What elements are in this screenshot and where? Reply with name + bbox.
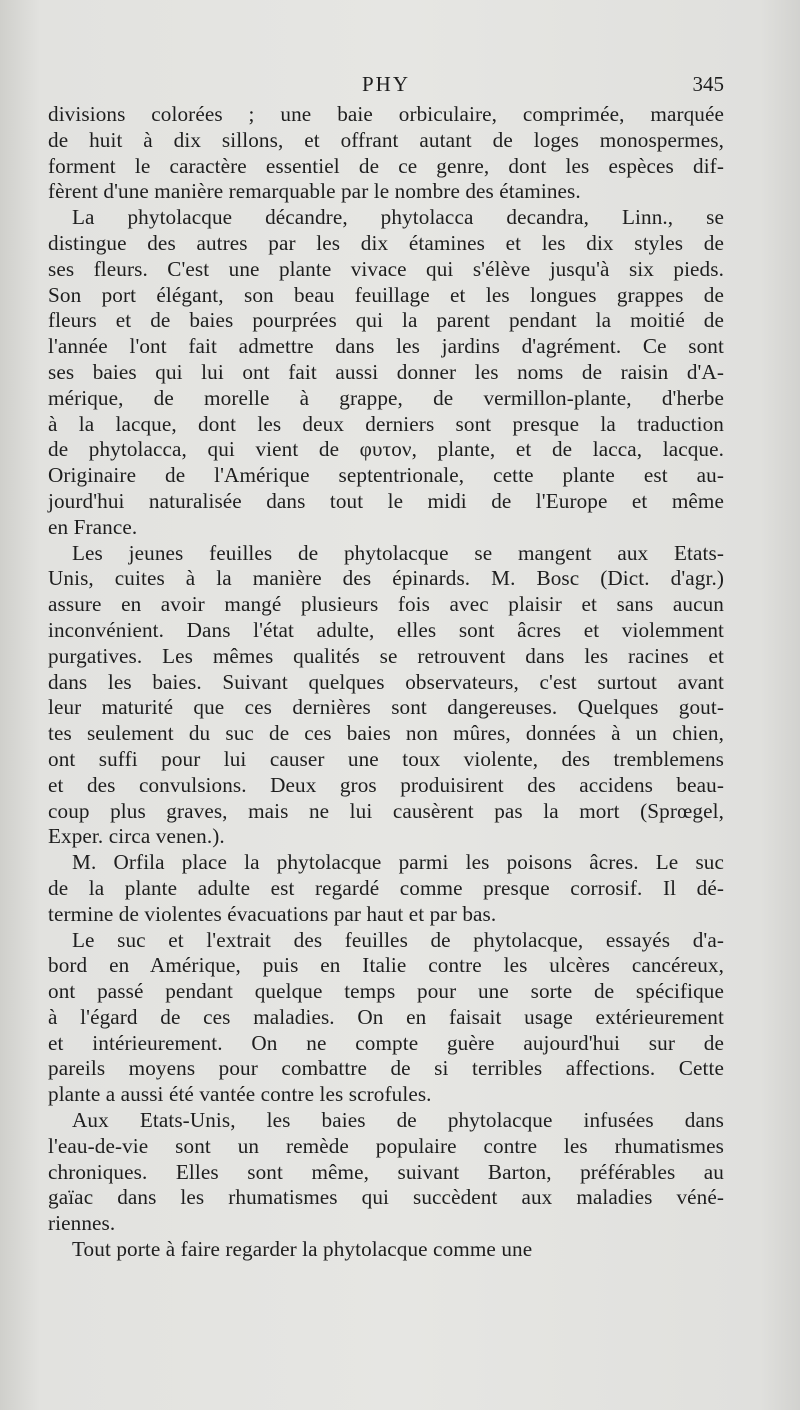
text-line: mérique, de morelle à grappe, de vermillon-plante, d'herbe [48,385,724,410]
page-number: 345 [692,72,724,96]
text-line: termine de violentes évacuations par haut et par bas. [48,901,497,926]
page-header [48,72,724,102]
text-line: Aux Etats-Unis, les baies de phytolacque infusées dans [72,1108,724,1133]
text-line: à l'égard de ces maladies. On en faisait usage extérieurement [48,1004,724,1029]
text-line: M. Orfila place la phytolacque parmi les poisons âcres. Le suc [72,850,724,875]
running-head: PHY [361,72,410,96]
paragraph [48,928,724,1109]
text-line: Les jeunes feuilles de phytolacque se mangent aux Etats- [72,540,724,565]
text-line: fèrent d'une manière remarquable par le nombre des étamines. [48,179,581,204]
paragraph [48,205,724,540]
paragraph [48,1237,724,1263]
text-line: de huit à dix sillons, et offrant autant de loges monospermes, [48,127,724,152]
paragraph [48,102,724,205]
text-line: La phytolacque décandre, phytolacca decandra, Linn., se [72,205,724,230]
text-line: leur maturité que ces dernières sont dangereuses. Quelques gout- [48,695,724,720]
text-line: Originaire de l'Amérique septentrionale, cette plante est au- [48,463,724,488]
text-line: tes seulement du suc de ces baies non mûres, données à un chien, [48,721,724,746]
text-line: bord en Amérique, puis en Italie contre les ulcères cancéreux, [48,953,724,978]
text-line: Son port élégant, son beau feuillage et les longues grappes de [48,282,724,307]
text-line: distingue des autres par les dix étamines et les dix styles de [48,230,724,255]
text-line: Exper. circa venen.). [48,824,225,849]
text-line: inconvénient. Dans l'état adulte, elles sont âcres et violemment [48,617,724,642]
text-line: l'année l'ont fait admettre dans les jardins d'agrément. Ce sont [48,334,724,359]
paragraph [48,541,724,851]
text-line: Tout porte à faire regarder la phytolacque comme une [72,1237,533,1262]
text-line: forment le caractère essentiel de ce genre, dont les espèces dif- [48,153,724,178]
text-line: et intérieurement. On ne compte guère aujourd'hui sur de [48,1030,724,1055]
text-line: ses baies qui lui ont fait aussi donner les noms de raisin d'A- [48,359,724,384]
text-line: Le suc et l'extrait des feuilles de phytolacque, essayés d'a- [72,927,724,952]
text-line: coup plus graves, mais ne lui causèrent pas la mort (Sprœgel, [48,798,724,823]
text-line: de la plante adulte est regardé comme presque corrosif. Il dé- [48,875,724,900]
text-line: ont suffi pour lui causer une toux violente, des tremblemens [48,746,724,771]
text-line: assure en avoir mangé plusieurs fois avec plaisir et sans aucun [48,592,724,617]
text-line: ont passé pendant quelque temps pour une sorte de spécifique [48,979,724,1004]
body-text [48,102,724,1263]
text-line: et des convulsions. Deux gros produisirent des accidens beau- [48,772,724,797]
text-line: à la lacque, dont les deux derniers sont presque la traduction [48,411,724,436]
text-line: dans les baies. Suivant quelques observateurs, c'est surtout avant [48,669,724,694]
paragraph [48,1108,724,1237]
text-line: ses fleurs. C'est une plante vivace qui s'élève jusqu'à six pieds. [48,256,724,281]
text-line: chroniques. Elles sont même, suivant Barton, préférables au [48,1159,724,1184]
text-line: l'eau-de-vie sont un remède populaire contre les rhumatismes [48,1133,724,1158]
text-line: en France. [48,514,138,539]
text-line: riennes. [48,1211,116,1236]
text-line: pareils moyens pour combattre de si terribles affections. Cette [48,1056,724,1081]
text-line: fleurs et de baies pourprées qui la parent pendant la moitié de [48,308,724,333]
text-line: jourd'hui naturalisée dans tout le midi de l'Europe et même [48,488,724,513]
paragraph [48,850,724,927]
text-line: purgatives. Les mêmes qualités se retrouvent dans les racines et [48,643,724,668]
text-line: de phytolacca, qui vient de φυτον, plante, et de lacca, lacque. [48,437,724,462]
text-line: plante a aussi été vantée contre les scrofules. [48,1082,432,1107]
text-line: Unis, cuites à la manière des épinards. M. Bosc (Dict. d'agr.) [48,566,724,591]
text-line: gaïac dans les rhumatismes qui succèdent aux maladies véné- [48,1185,724,1210]
text-line: divisions colorées ; une baie orbiculaire, comprimée, marquée [48,102,724,126]
